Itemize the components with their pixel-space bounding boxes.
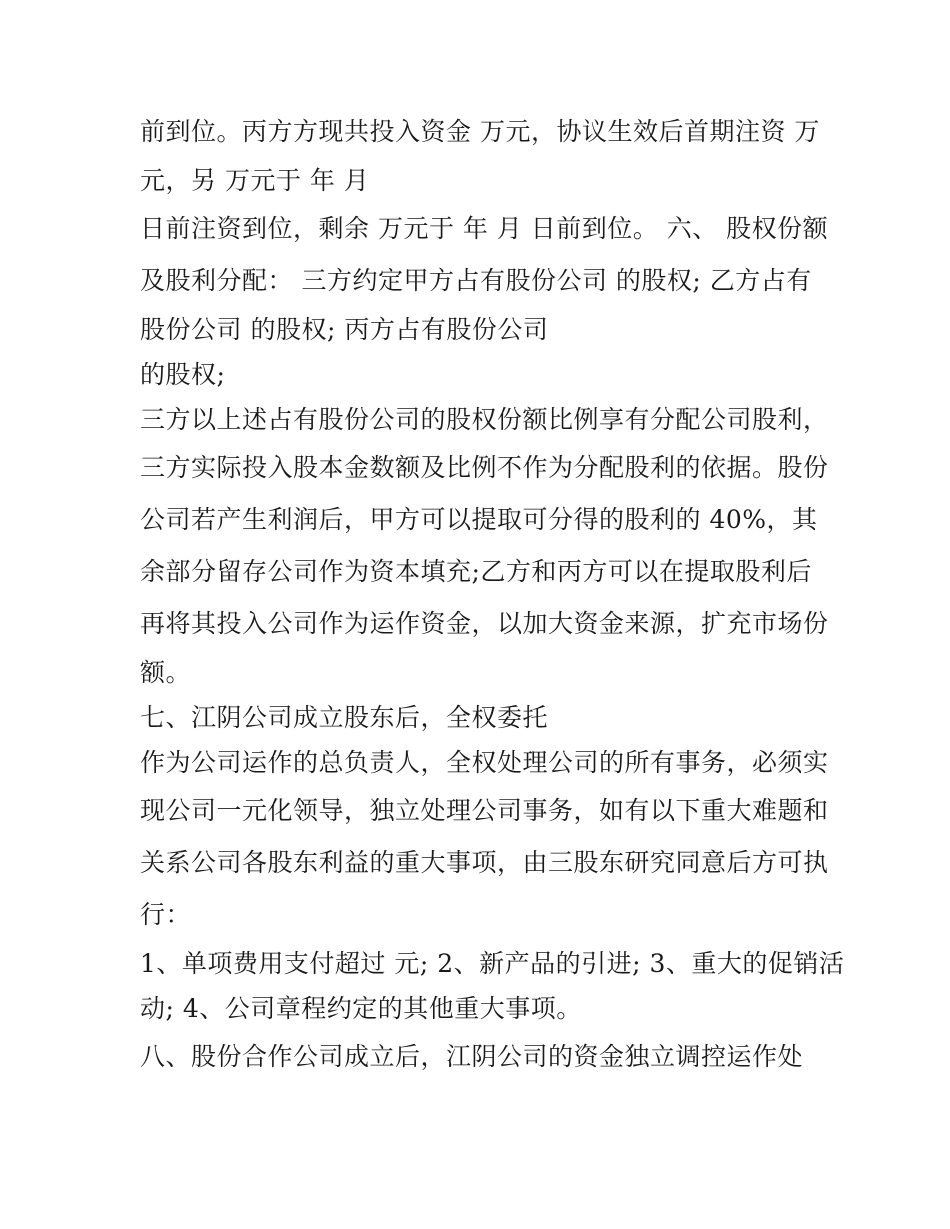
text-line: 现公司一元化领导，独立处理公司事务，如有以下重大难题和 bbox=[140, 796, 829, 825]
text-line: 八、股份合作公司成立后，江阴公司的资金独立调控运作处 bbox=[140, 1042, 804, 1071]
text-line: 三方实际投入股本金数额及比例不作为分配股利的依据。股份 bbox=[140, 453, 829, 482]
document-body bbox=[140, 106, 845, 1083]
text-line: 余部分留存公司作为资本填充;乙方和丙方可以在提取股利后 bbox=[140, 557, 812, 586]
text-line: 作为公司运作的总负责人，全权处理公司的所有事务，必须实 bbox=[140, 748, 829, 777]
text-line: 日前注资到位，剩余 万元于 年 月 日前到位。 六、 股权份额 bbox=[140, 214, 829, 243]
text-line: 动; 4、公司章程约定的其他重大事项。 bbox=[140, 994, 582, 1023]
text-line: 及股利分配： 三方约定甲方占有股份公司 的股权; 乙方占有 bbox=[140, 266, 812, 295]
text-line: 行： bbox=[140, 900, 192, 929]
text-line: 额。 bbox=[140, 658, 192, 687]
text-line: 七、江阴公司成立股东后，全权委托 bbox=[140, 703, 549, 732]
text-line: 1、单项费用支付超过 元; 2、新产品的引进; 3、重大的促销活 bbox=[140, 949, 845, 978]
text-line: 再将其投入公司作为运作资金，以加大资金来源，扩充市场份 bbox=[140, 609, 829, 638]
text-line: 的股权; bbox=[140, 360, 226, 389]
text-line: 公司若产生利润后，甲方可以提取可分得的股利的 40%，其 bbox=[140, 505, 818, 534]
text-line: 三方以上述占有股份公司的股权份额比例享有分配公司股利， bbox=[140, 405, 829, 434]
text-line: 股份公司 的股权; 丙方占有股份公司 bbox=[140, 315, 549, 344]
text-line: 关系公司各股东利益的重大事项，由三股东研究同意后方可执 bbox=[140, 848, 829, 877]
text-line: 元，另 万元于 年 月 bbox=[140, 166, 370, 195]
text-line: 前到位。丙方方现共投入资金 万元，协议生效后首期注资 万 bbox=[140, 117, 820, 146]
